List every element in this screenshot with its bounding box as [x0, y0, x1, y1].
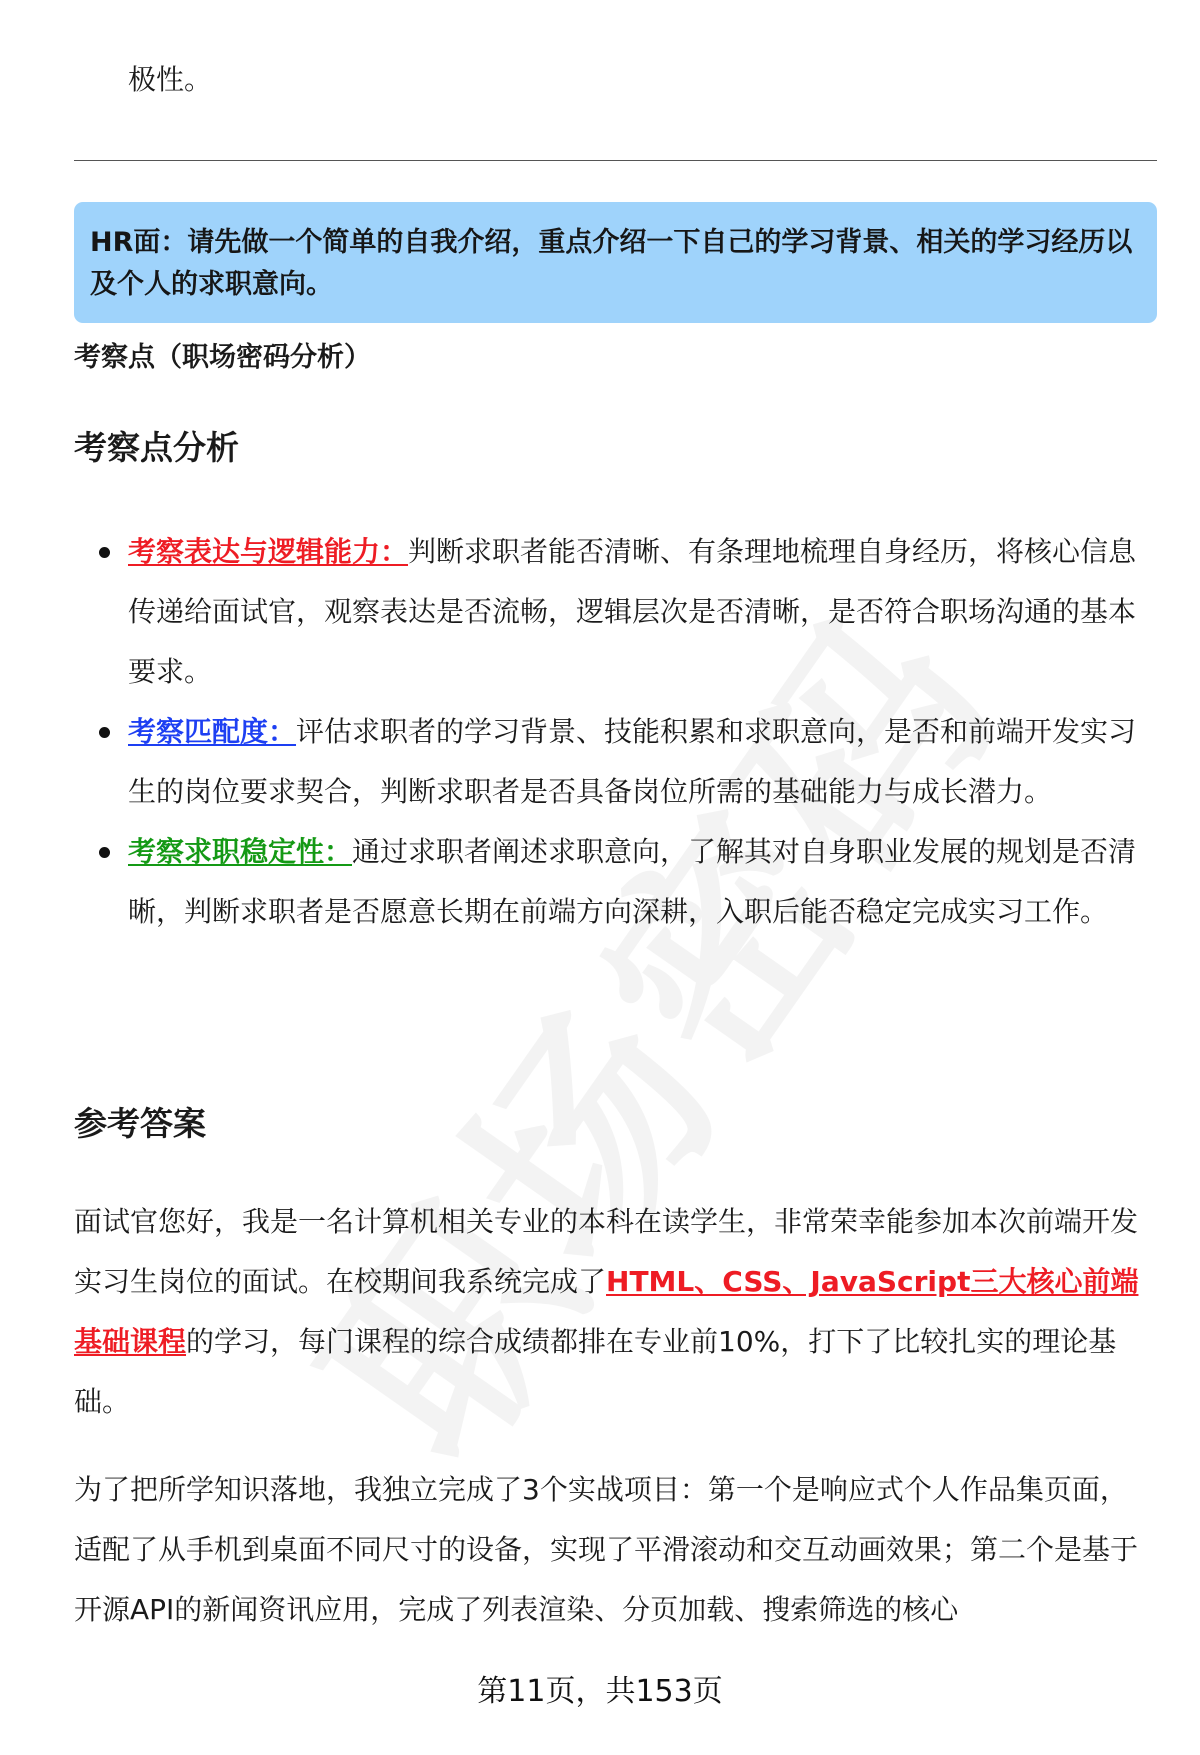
section-heading-answer: 参考答案 — [74, 1104, 206, 1143]
question-box — [74, 202, 1157, 323]
list-item — [128, 822, 1148, 942]
section-heading-analysis: 考察点分析 — [74, 428, 239, 467]
list-item — [128, 522, 1148, 702]
question-text: HR面：请先做一个简单的自我介绍，重点介绍一下自己的学习背景、相关的学习经历以及个人的求职意向。 — [90, 227, 1133, 300]
bullet-keyword: 考察表达与逻辑能力： — [128, 535, 409, 568]
divider — [74, 160, 1157, 161]
answer-paragraph-1 — [74, 1192, 1154, 1432]
bullet-text: 通过求职者阐述求职意向，了解其对自身职业发展的规划是否清晰，判断求职者是否愿意长期在前端方向深耕，入职后能否稳定完成实习工作。 — [128, 835, 1137, 928]
bullet-text: 判断求职者能否清晰、有条理地梳理自身经历，将核心信息传递给面试官，观察表达是否流畅，逻辑层次是否清晰，是否符合职场沟通的基本要求。 — [128, 535, 1137, 688]
bullet-dot-icon — [99, 547, 110, 558]
bullet-dot-icon — [99, 727, 110, 738]
analysis-list — [128, 522, 1148, 942]
answer-p1-before: 面试官您好，我是一名计算机相关专业的本科在读学生，非常荣幸能参加本次前端开发实习生岗位的面试。在校期间我系统完成了 — [74, 1205, 1139, 1298]
continuation-text: 极性。 — [128, 63, 213, 96]
list-item — [128, 702, 1148, 822]
answer-paragraph-2: 为了把所学知识落地，我独立完成了3个实战项目：第一个是响应式个人作品集页面，适配了从手机到桌面不同尺寸的设备，实现了平滑滚动和交互动画效果；第二个是基于开源API的新闻资讯应用，完成了列表渲染、分页加载、搜索筛选的核心 — [74, 1473, 1139, 1626]
bullet-dot-icon — [99, 847, 110, 858]
bullet-keyword: 考察匹配度： — [128, 715, 297, 748]
answer-p1-highlight: HTML、CSS、JavaScript三大核心前端基础课程 — [74, 1265, 1139, 1358]
bullet-keyword: 考察求职稳定性： — [128, 835, 353, 868]
subtitle: 考察点（职场密码分析） — [74, 342, 371, 373]
answer-p1-after: 的学习，每门课程的综合成绩都排在专业前10%，打下了比较扎实的理论基础。 — [74, 1325, 1117, 1418]
bullet-text: 评估求职者的学习背景、技能积累和求职意向，是否和前端开发实习生的岗位要求契合，判断求职者是否具备岗位所需的基础能力与成长潜力。 — [128, 715, 1137, 808]
page-number: 第11页，共153页 — [477, 1674, 723, 1709]
